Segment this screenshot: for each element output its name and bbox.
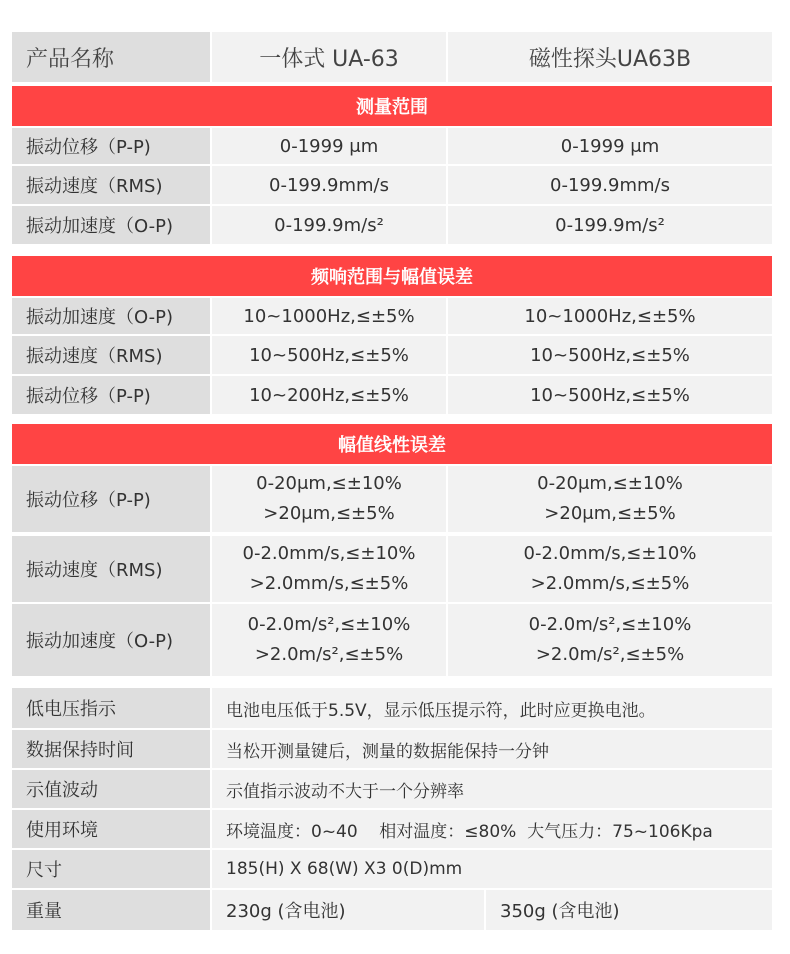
value-a-line1: 0-20μm,≤±10% [256, 473, 402, 494]
row-label: 振动位移（P-P) [12, 376, 210, 414]
value-a [212, 536, 446, 602]
value-b: 0-1999 μm [448, 128, 772, 164]
section-title-linearity-error: 幅值线性误差 [12, 424, 772, 464]
spec-label: 低电压指示 [12, 688, 210, 728]
spec-row-weight [12, 890, 772, 930]
row-label: 振动位移（P-P) [12, 128, 210, 164]
table-row [12, 376, 772, 414]
header-label: 产品名称 [12, 32, 210, 82]
row-label: 振动速度（RMS) [12, 336, 210, 374]
value-b [448, 604, 772, 676]
table-row [12, 166, 772, 204]
value-a [212, 604, 446, 676]
spec-row-environment [12, 810, 772, 848]
value-a-line2: >2.0mm/s,≤±5% [249, 573, 409, 594]
spec-label: 示值波动 [12, 770, 210, 808]
value-a: 10~500Hz,≤±5% [212, 336, 446, 374]
header-row [12, 32, 772, 82]
row-label: 振动位移（P-P) [12, 466, 210, 532]
spec-row-fluctuation [12, 770, 772, 808]
value-a: 10~1000Hz,≤±5% [212, 298, 446, 334]
section-title-measure-range: 测量范围 [12, 86, 772, 126]
spec-value: 电池电压低于5.5V，显示低压提示符，此时应更换电池。 [212, 688, 772, 728]
row-label: 振动加速度（O-P) [12, 604, 210, 676]
value-b [448, 536, 772, 602]
table-row [12, 336, 772, 374]
row-label: 振动加速度（O-P) [12, 206, 210, 244]
value-a: 10~200Hz,≤±5% [212, 376, 446, 414]
value-b-line2: >2.0mm/s,≤±5% [530, 573, 690, 594]
value-a: 0-199.9m/s² [212, 206, 446, 244]
table-row [12, 536, 772, 602]
spec-label: 使用环境 [12, 810, 210, 848]
value-b-line1: 0-2.0mm/s,≤±10% [523, 543, 697, 564]
spec-row-low-voltage [12, 688, 772, 728]
value-b-line2: >20μm,≤±5% [544, 503, 676, 524]
value-a: 0-1999 μm [212, 128, 446, 164]
spec-label: 重量 [12, 890, 210, 930]
section-title-frequency-response: 频响范围与幅值误差 [12, 256, 772, 296]
spec-label: 数据保持时间 [12, 730, 210, 768]
value-b [448, 466, 772, 532]
spec-value: 示值指示波动不大于一个分辨率 [212, 770, 772, 808]
spec-value: 环境温度：0~40 相对温度：≤80% 大气压力：75~106Kpa [212, 810, 772, 848]
table-row [12, 206, 772, 244]
spec-row-dimensions [12, 850, 772, 888]
row-label: 振动速度（RMS) [12, 536, 210, 602]
value-a-line1: 0-2.0m/s²,≤±10% [247, 614, 411, 635]
row-label: 振动加速度（O-P) [12, 298, 210, 334]
value-a-line2: >20μm,≤±5% [263, 503, 395, 524]
weight-value-a: 230g (含电池) [212, 890, 484, 930]
value-a-line2: >2.0m/s²,≤±5% [254, 644, 404, 665]
value-a: 0-199.9mm/s [212, 166, 446, 204]
spec-value: 当松开测量键后，测量的数据能保持一分钟 [212, 730, 772, 768]
table-row [12, 298, 772, 334]
value-b: 10~500Hz,≤±5% [448, 336, 772, 374]
table-row [12, 128, 772, 164]
weight-value-b: 350g (含电池) [486, 890, 772, 930]
value-b-line1: 0-20μm,≤±10% [537, 473, 683, 494]
header-model-b: 磁性探头UA63B [448, 32, 772, 82]
spec-row-data-hold [12, 730, 772, 768]
value-a [212, 466, 446, 532]
row-label: 振动速度（RMS) [12, 166, 210, 204]
value-b: 0-199.9m/s² [448, 206, 772, 244]
value-a-line1: 0-2.0mm/s,≤±10% [242, 543, 416, 564]
spec-label: 尺寸 [12, 850, 210, 888]
value-b-line2: >2.0m/s²,≤±5% [535, 644, 685, 665]
table-row [12, 604, 772, 676]
value-b: 10~1000Hz,≤±5% [448, 298, 772, 334]
header-model-a: 一体式 UA-63 [212, 32, 446, 82]
table-row [12, 466, 772, 532]
value-b-line1: 0-2.0m/s²,≤±10% [528, 614, 692, 635]
value-b: 0-199.9mm/s [448, 166, 772, 204]
spec-value: 185(H) X 68(W) X3 0(D)mm [212, 850, 772, 888]
value-b: 10~500Hz,≤±5% [448, 376, 772, 414]
